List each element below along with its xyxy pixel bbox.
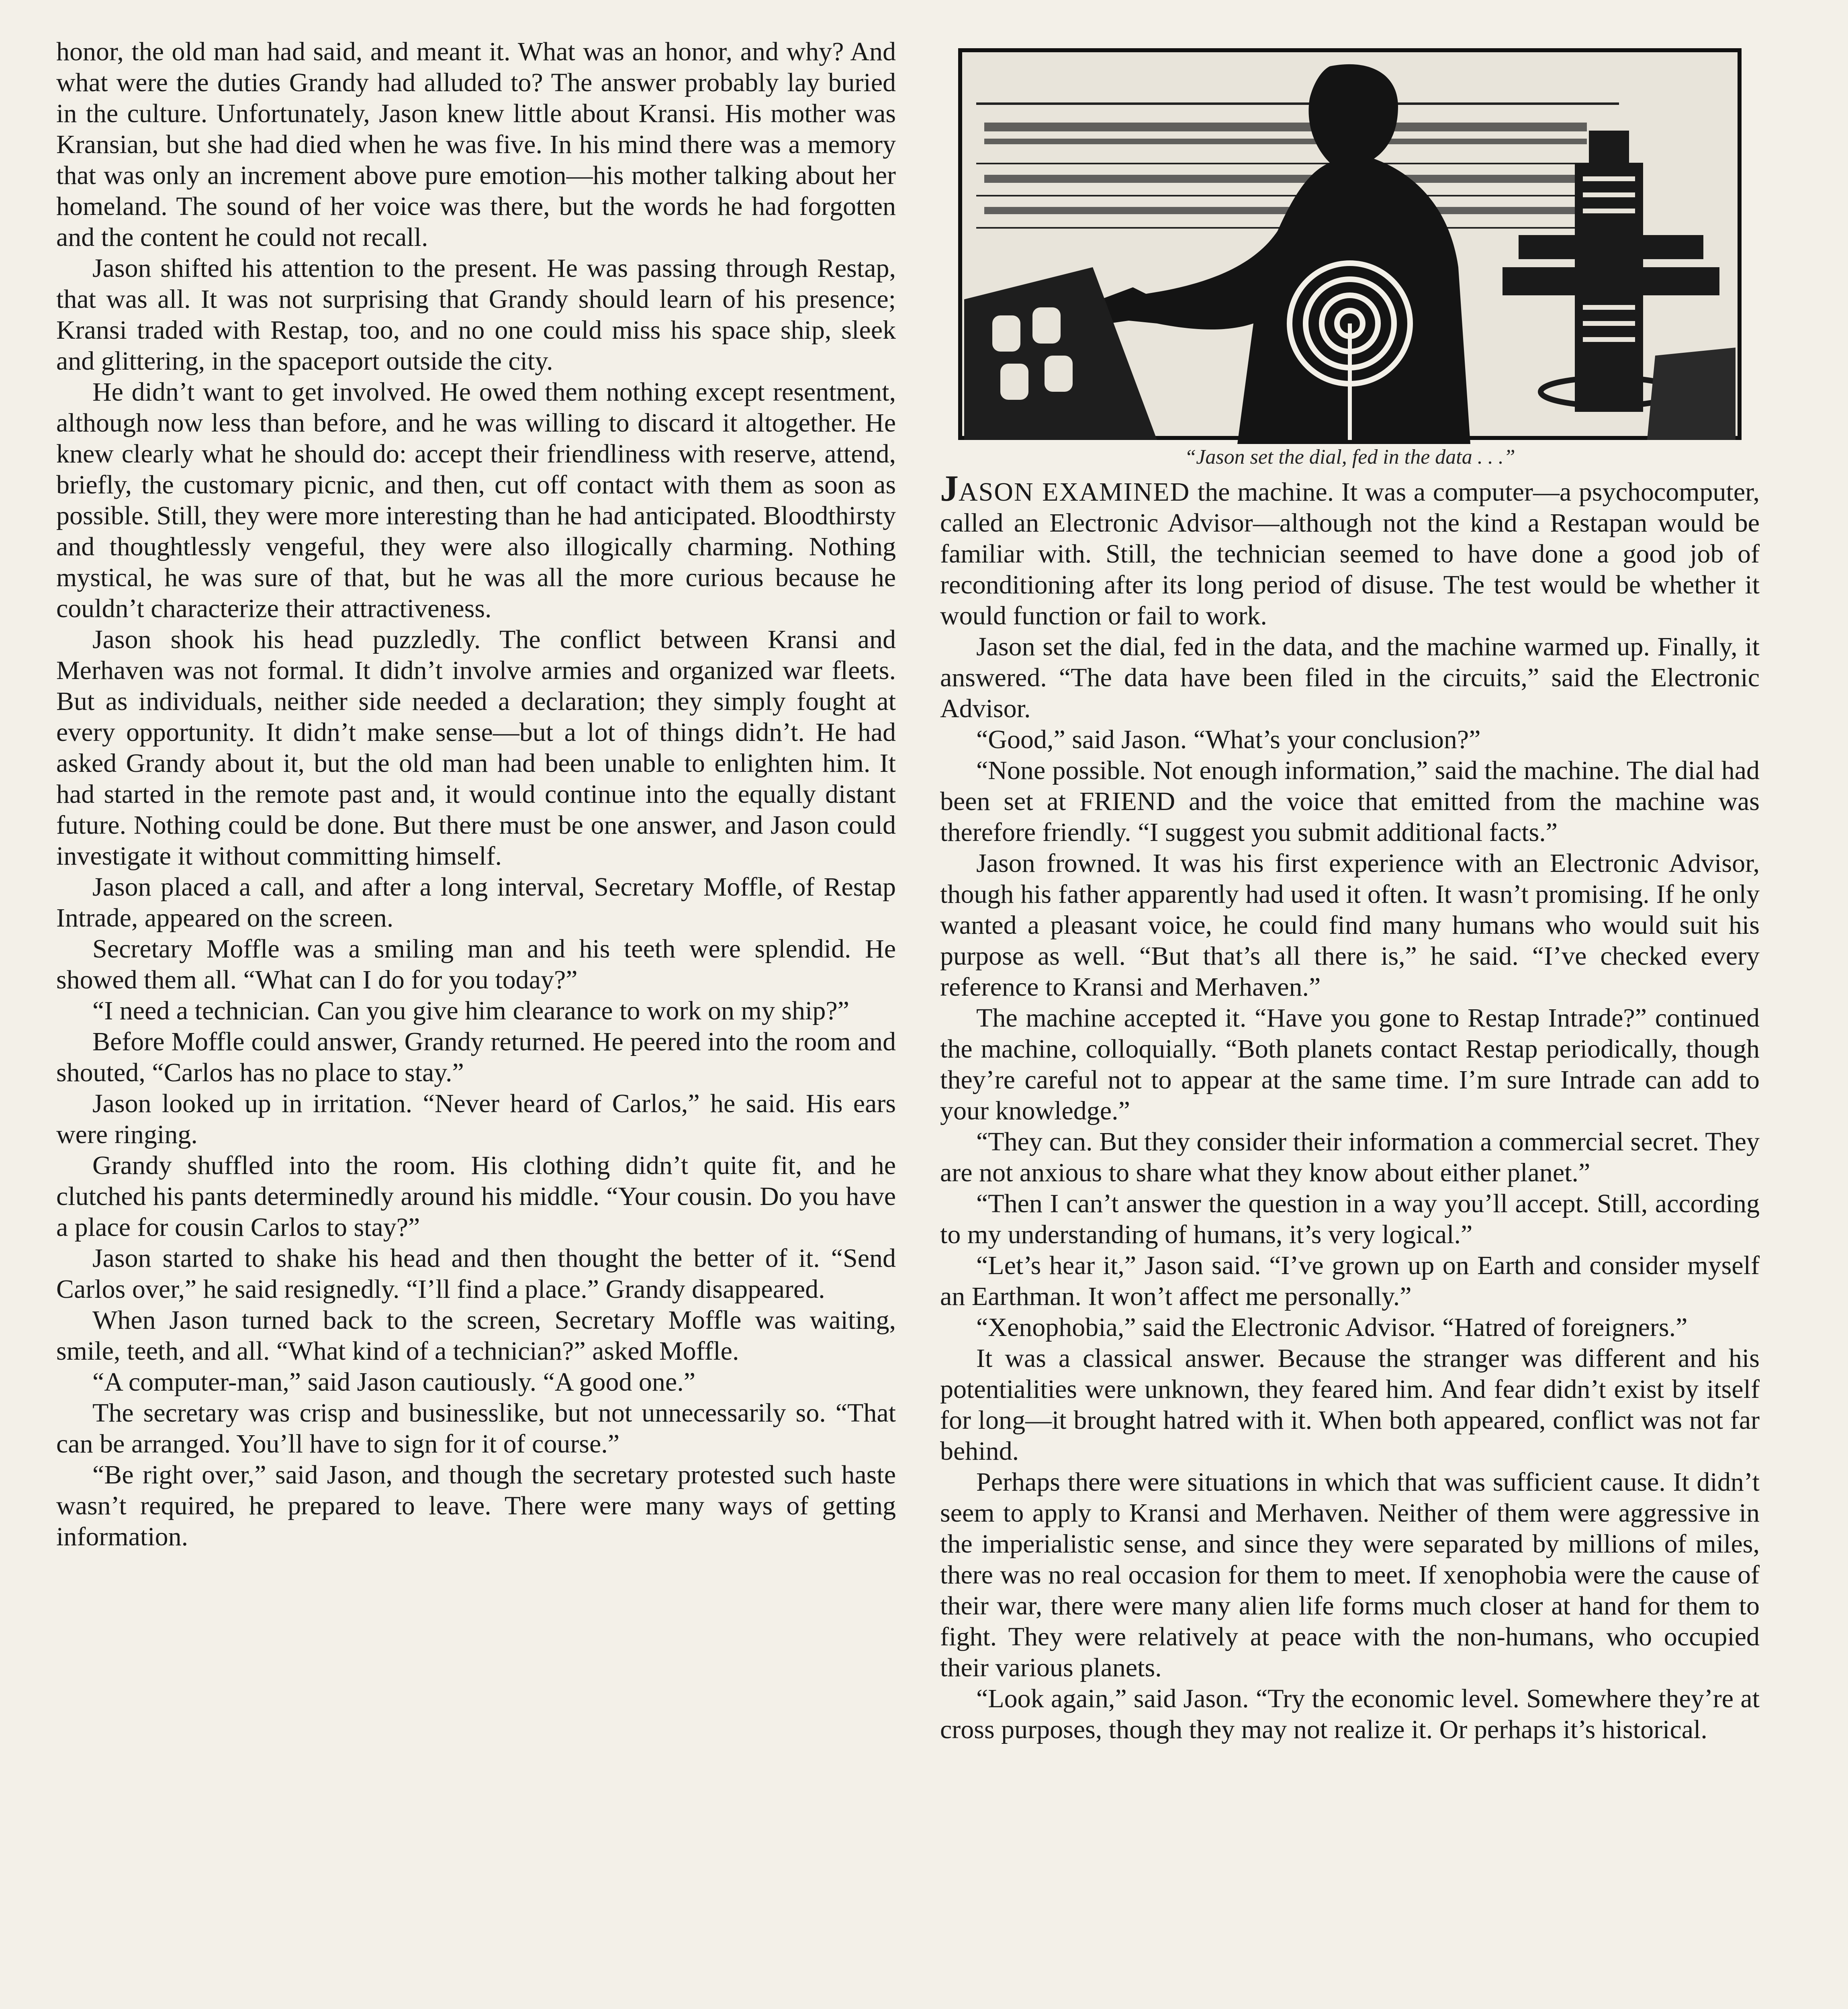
paragraph: The machine accepted it. “Have you gone to Restap Intrade?” continued the machine, colloquially. “Both planets contact Restap periodically, though they’re careful not to appear at the same time. I’m sure Intrade can add to your knowledge.” [940,1003,1760,1125]
paragraph: Before Moffle could answer, Grandy returned. He peered into the room and shouted, “Carlos has no place to stay.” [56,1027,896,1087]
paragraph: “I need a technician. Can you give him clearance to work on my ship?” [92,996,849,1025]
opening-paragraph [940,468,1760,631]
paragraph: Jason frowned. It was his first experience with an Electronic Advisor, though his father apparently had used it often. It wasn’t promising. If he only wanted a pleasant voice, he could find many humans who would suit his purpose as well. “But that’s all there is,” he said. “I’ve checked every reference to Kransi and Merhaven.” [940,849,1760,1002]
illustration-caption: “Jason set the dial, fed in the data . . .” [1184,446,1515,468]
paragraph: It was a classical answer. Because the stranger was different and his potentialities were unknown, they feared him. And fear didn’t exist by itself for long—it brought hatred with it. When both appeared, conflict was not far behind. [940,1344,1760,1466]
left-column [56,36,896,1552]
paragraph: “A computer-man,” said Jason cautiously. “A good one.” [92,1367,696,1397]
paragraph: “Look again,” said Jason. “Try the economic level. Somewhere they’re at cross purposes, though they may not realize it. Or perhaps it’s historical. [940,1684,1760,1744]
computer-illustration [948,42,1752,446]
paragraph: Jason shook his head puzzledly. The conflict between Kransi and Merhaven was not formal. It didn’t involve armies and organized war fleets. But as individuals, neither side needed a declaration; they simply fought at every opportunity. It didn’t make sense—but a lot of things didn’t. He had asked Grandy about it, but the old man had been unable to enlighten him. It had started in the remote past and, it would continue into the equally distant future. Nothing could be done. But there must be one answer, and Jason could investigate it without committing himself. [56,625,896,871]
paragraph-text: the machine. It was a computer—a psychocomputer, called an Electronic Advisor—although not the kind a Restapan would be familiar with. Still, the technician seemed to have done a good job of reconditioning after its long period of disuse. The test would be whether it would function or fail to work. [940,477,1760,630]
paragraph: Grandy shuffled into the room. His clothing didn’t quite fit, and he clutched his pants determinedly around his middle. “Your cousin. Do you have a place for cousin Carlos to stay?” [56,1151,896,1242]
paragraph: “None possible. Not enough information,” said the machine. The dial had been set at FRIEND and the voice that emitted from the machine was therefore friendly. “I suggest you submit additional facts.” [940,756,1760,847]
drop-cap: J [940,468,959,509]
paragraph: Perhaps there were situations in which that was sufficient cause. It didn’t seem to apply to Kransi and Merhaven. Neither of them were aggressive in the imperialistic sense, and since they were separated by millions of miles, there was no real occasion for them to meet. If xenophobia were the cause of their war, there were many alien life forms much closer at hand for them to fight. They were relatively at peace with the non-humans, who occupied their various planets. [940,1467,1760,1682]
paragraph: When Jason turned back to the screen, Secretary Moffle was waiting, smile, teeth, and all. “What kind of a technician?” asked Moffle. [56,1305,896,1366]
paragraph: Jason placed a call, and after a long interval, Secretary Moffle, of Restap Intrade, appeared on the screen. [56,872,896,933]
paragraph: “Let’s hear it,” Jason said. “I’ve grown up on Earth and consider myself an Earthman. It won’t affect me personally.” [940,1251,1760,1311]
paragraph: Secretary Moffle was a smiling man and his teeth were splendid. He showed them all. “What can I do for you today?” [56,934,896,994]
paragraph: “Xenophobia,” said the Electronic Advisor. “Hatred of foreigners.” [976,1313,1688,1342]
paragraph: He didn’t want to get involved. He owed them nothing except resentment, although now less than before, and he was willing to discard it altogether. He knew clearly what he should do: accept their friendliness with reserve, attend, briefly, the customary picnic, and then, cut off contact with them as soon as possible. Still, they were more interesting than he had anticipated. Bloodthirsty and thoughtlessly vengeful, they were also illogically charming. Nothing mystical, he was sure of that, but he was all the more curious because he couldn’t characterize their attractiveness. [56,377,896,623]
paragraph: The secretary was crisp and businesslike, but not unnecessarily so. “That can be arranged. You’ll have to sign for it of course.” [56,1398,896,1459]
right-column [940,468,1760,1745]
paragraph: Jason started to shake his head and then thought the better of it. “Send Carlos over,” he said resignedly. “I’ll find a place.” Grandy disappeared. [56,1244,896,1304]
paragraph: “Good,” said Jason. “What’s your conclusion?” [976,725,1481,754]
paragraph: “Be right over,” said Jason, and though the secretary protested such haste wasn’t required, he prepared to leave. There were many ways of getting information. [56,1460,896,1551]
paragraph: Jason looked up in irritation. “Never heard of Carlos,” he said. His ears were ringing. [56,1089,896,1149]
paragraph: “They can. But they consider their information a commercial secret. They are not anxious to share what they know about either planet.” [940,1127,1760,1187]
paragraph: “Then I can’t answer the question in a way you’ll accept. Still, according to my understanding of humans, it’s very logical.” [940,1189,1760,1249]
small-caps-lead: ASON EXAMINED [959,477,1190,507]
paragraph: Jason set the dial, fed in the data, and the machine warmed up. Finally, it answered. “The data have been filed in the circuits,” said the Electronic Advisor. [940,632,1760,723]
paragraph: honor, the old man had said, and meant it. What was an honor, and why? And what were the duties Grandy had alluded to? The answer probably lay buried in the culture. Unfortunately, Jason knew little about Kransi. His mother was Kransian, but she had died when he was five. In his mind there was a memory that was only an increment above pure emotion—his mother talking about her homeland. The sound of her voice was there, but the words he had forgotten and the content he could not recall. [56,37,896,252]
paragraph: Jason shifted his attention to the present. He was passing through Restap, that was all. It was not surprising that Grandy should learn of his presence; Kransi traded with Restap, too, and no one could miss his space ship, sleek and glittering, in the spaceport outside the city. [56,254,896,376]
